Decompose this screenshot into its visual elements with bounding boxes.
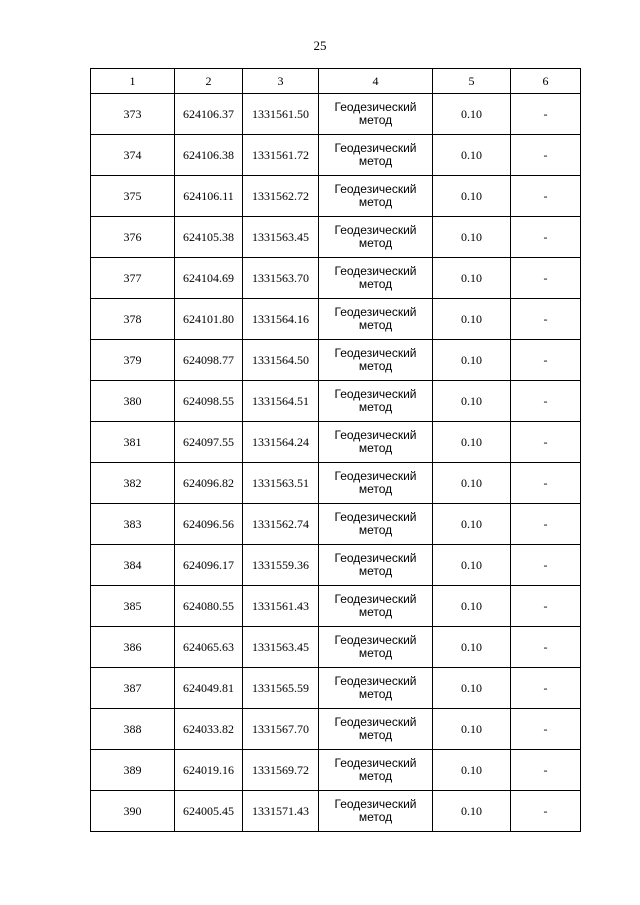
table-row: [91, 340, 581, 381]
table-row: [91, 135, 581, 176]
x-coordinate-cell: 624019.16: [175, 750, 243, 791]
x-coordinate-cell: 624065.63: [175, 627, 243, 668]
method-cell: Геодезический метод: [319, 750, 433, 791]
method-cell: Геодезический метод: [319, 258, 433, 299]
y-coordinate-cell: 1331564.51: [243, 381, 319, 422]
y-coordinate-cell: 1331561.72: [243, 135, 319, 176]
note-cell: -: [511, 217, 581, 258]
x-coordinate-cell: 624049.81: [175, 668, 243, 709]
accuracy-cell: 0.10: [433, 94, 511, 135]
table-row: [91, 504, 581, 545]
table-row: [91, 750, 581, 791]
y-coordinate-cell: 1331567.70: [243, 709, 319, 750]
accuracy-cell: 0.10: [433, 176, 511, 217]
accuracy-cell: 0.10: [433, 217, 511, 258]
column-header-3: 3: [243, 69, 319, 94]
method-cell: Геодезический метод: [319, 299, 433, 340]
y-coordinate-cell: 1331559.36: [243, 545, 319, 586]
column-header-4: 4: [319, 69, 433, 94]
y-coordinate-cell: 1331562.72: [243, 176, 319, 217]
table-row: [91, 791, 581, 832]
point-number-cell: 376: [91, 217, 175, 258]
accuracy-cell: 0.10: [433, 750, 511, 791]
method-cell: Геодезический метод: [319, 791, 433, 832]
y-coordinate-cell: 1331569.72: [243, 750, 319, 791]
y-coordinate-cell: 1331563.45: [243, 627, 319, 668]
y-coordinate-cell: 1331562.74: [243, 504, 319, 545]
point-number-cell: 377: [91, 258, 175, 299]
x-coordinate-cell: 624033.82: [175, 709, 243, 750]
column-header-2: 2: [175, 69, 243, 94]
point-number-cell: 383: [91, 504, 175, 545]
y-coordinate-cell: 1331571.43: [243, 791, 319, 832]
y-coordinate-cell: 1331565.59: [243, 668, 319, 709]
method-cell: Геодезический метод: [319, 176, 433, 217]
accuracy-cell: 0.10: [433, 258, 511, 299]
point-number-cell: 390: [91, 791, 175, 832]
note-cell: -: [511, 791, 581, 832]
table-header-row: [91, 69, 581, 94]
method-cell: Геодезический метод: [319, 668, 433, 709]
accuracy-cell: 0.10: [433, 299, 511, 340]
y-coordinate-cell: 1331564.50: [243, 340, 319, 381]
accuracy-cell: 0.10: [433, 504, 511, 545]
x-coordinate-cell: 624106.38: [175, 135, 243, 176]
x-coordinate-cell: 624106.11: [175, 176, 243, 217]
accuracy-cell: 0.10: [433, 627, 511, 668]
point-number-cell: 374: [91, 135, 175, 176]
method-cell: Геодезический метод: [319, 340, 433, 381]
method-cell: Геодезический метод: [319, 463, 433, 504]
y-coordinate-cell: 1331563.70: [243, 258, 319, 299]
point-number-cell: 382: [91, 463, 175, 504]
method-cell: Геодезический метод: [319, 504, 433, 545]
accuracy-cell: 0.10: [433, 709, 511, 750]
x-coordinate-cell: 624098.55: [175, 381, 243, 422]
y-coordinate-cell: 1331564.24: [243, 422, 319, 463]
accuracy-cell: 0.10: [433, 545, 511, 586]
x-coordinate-cell: 624096.17: [175, 545, 243, 586]
note-cell: -: [511, 258, 581, 299]
point-number-cell: 388: [91, 709, 175, 750]
table-row: [91, 217, 581, 258]
note-cell: -: [511, 504, 581, 545]
x-coordinate-cell: 624101.80: [175, 299, 243, 340]
point-number-cell: 380: [91, 381, 175, 422]
note-cell: -: [511, 463, 581, 504]
accuracy-cell: 0.10: [433, 586, 511, 627]
coordinates-table: [90, 68, 581, 832]
column-header-1: 1: [91, 69, 175, 94]
note-cell: -: [511, 586, 581, 627]
y-coordinate-cell: 1331564.16: [243, 299, 319, 340]
note-cell: -: [511, 135, 581, 176]
note-cell: -: [511, 94, 581, 135]
accuracy-cell: 0.10: [433, 381, 511, 422]
table-row: [91, 627, 581, 668]
x-coordinate-cell: 624106.37: [175, 94, 243, 135]
table-row: [91, 422, 581, 463]
accuracy-cell: 0.10: [433, 422, 511, 463]
method-cell: Геодезический метод: [319, 627, 433, 668]
accuracy-cell: 0.10: [433, 668, 511, 709]
table-row: [91, 258, 581, 299]
point-number-cell: 378: [91, 299, 175, 340]
note-cell: -: [511, 422, 581, 463]
note-cell: -: [511, 176, 581, 217]
point-number-cell: 387: [91, 668, 175, 709]
accuracy-cell: 0.10: [433, 135, 511, 176]
column-header-6: 6: [511, 69, 581, 94]
accuracy-cell: 0.10: [433, 463, 511, 504]
page-number: 25: [313, 38, 327, 53]
note-cell: -: [511, 299, 581, 340]
method-cell: Геодезический метод: [319, 217, 433, 258]
note-cell: -: [511, 545, 581, 586]
table-row: [91, 381, 581, 422]
point-number-cell: 375: [91, 176, 175, 217]
table-body: [91, 94, 581, 832]
point-number-cell: 389: [91, 750, 175, 791]
note-cell: -: [511, 750, 581, 791]
x-coordinate-cell: 624097.55: [175, 422, 243, 463]
point-number-cell: 384: [91, 545, 175, 586]
x-coordinate-cell: 624098.77: [175, 340, 243, 381]
method-cell: Геодезический метод: [319, 94, 433, 135]
method-cell: Геодезический метод: [319, 545, 433, 586]
accuracy-cell: 0.10: [433, 791, 511, 832]
y-coordinate-cell: 1331561.50: [243, 94, 319, 135]
method-cell: Геодезический метод: [319, 381, 433, 422]
note-cell: -: [511, 709, 581, 750]
method-cell: Геодезический метод: [319, 135, 433, 176]
table-row: [91, 586, 581, 627]
x-coordinate-cell: 624005.45: [175, 791, 243, 832]
y-coordinate-cell: 1331561.43: [243, 586, 319, 627]
x-coordinate-cell: 624096.82: [175, 463, 243, 504]
note-cell: -: [511, 627, 581, 668]
column-header-5: 5: [433, 69, 511, 94]
point-number-cell: 379: [91, 340, 175, 381]
y-coordinate-cell: 1331563.45: [243, 217, 319, 258]
x-coordinate-cell: 624080.55: [175, 586, 243, 627]
x-coordinate-cell: 624105.38: [175, 217, 243, 258]
point-number-cell: 381: [91, 422, 175, 463]
accuracy-cell: 0.10: [433, 340, 511, 381]
table-row: [91, 668, 581, 709]
table-row: [91, 176, 581, 217]
point-number-cell: 373: [91, 94, 175, 135]
y-coordinate-cell: 1331563.51: [243, 463, 319, 504]
point-number-cell: 386: [91, 627, 175, 668]
note-cell: -: [511, 381, 581, 422]
method-cell: Геодезический метод: [319, 709, 433, 750]
table-row: [91, 709, 581, 750]
note-cell: -: [511, 340, 581, 381]
table-row: [91, 545, 581, 586]
note-cell: -: [511, 668, 581, 709]
method-cell: Геодезический метод: [319, 422, 433, 463]
table-row: [91, 94, 581, 135]
table-row: [91, 299, 581, 340]
x-coordinate-cell: 624104.69: [175, 258, 243, 299]
method-cell: Геодезический метод: [319, 586, 433, 627]
x-coordinate-cell: 624096.56: [175, 504, 243, 545]
table-row: [91, 463, 581, 504]
point-number-cell: 385: [91, 586, 175, 627]
